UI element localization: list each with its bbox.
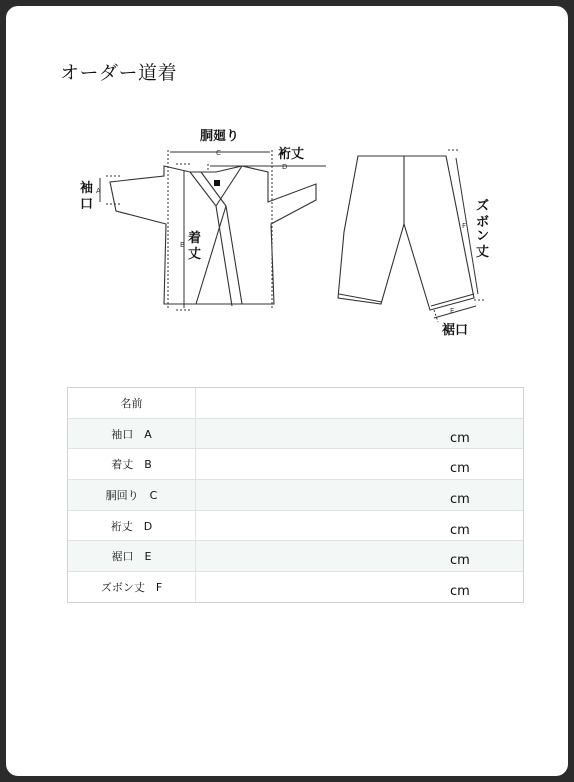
label-zubon-1: ズ [476, 199, 490, 214]
unit-label: cm [450, 584, 470, 600]
name-input[interactable] [196, 388, 523, 418]
row-label: 着丈 B [68, 449, 196, 479]
jacket-length-input[interactable] [196, 449, 523, 479]
jacket-tag [214, 180, 220, 186]
letter-a: A [96, 187, 101, 195]
label-kitake-1: 着 [188, 231, 202, 246]
pants-length-input[interactable] [196, 572, 523, 602]
label-sode-1: 袖 [80, 181, 94, 196]
measurement-table [67, 387, 524, 603]
unit-label: cm [450, 553, 470, 569]
row-label: 裾口 E [68, 541, 196, 571]
label-sode-2: 口 [80, 197, 94, 212]
letter-e: E [450, 307, 455, 315]
table-row [68, 448, 523, 479]
table-row [68, 479, 523, 510]
row-label: 裄丈 D [68, 511, 196, 541]
row-label: 胴回り C [68, 480, 196, 510]
row-label: 名前 [68, 388, 196, 418]
label-zubon-4: 丈 [476, 245, 490, 260]
letter-c: C [216, 149, 221, 157]
unit-label: cm [450, 492, 470, 508]
hem-opening-input[interactable] [196, 541, 523, 571]
label-zubon-3: ン [476, 229, 490, 244]
unit-label: cm [450, 461, 470, 477]
jacket-outline [110, 166, 316, 304]
waist-input[interactable] [196, 480, 523, 510]
table-row [68, 510, 523, 541]
row-label: 袖口 A [68, 419, 196, 449]
page-title: オーダー道着 [60, 62, 178, 84]
label-suso: 裾口 [442, 323, 469, 338]
row-label: ズボン丈 F [68, 572, 196, 602]
label-yuki: 裄丈 [278, 147, 305, 162]
label-dou: 胴廻り [200, 129, 240, 144]
letter-f: F [462, 222, 467, 230]
measurement-diagram [46, 114, 490, 344]
label-zubon-2: ボ [476, 215, 490, 230]
letter-b: B [180, 241, 185, 249]
table-row [68, 418, 523, 449]
table-row [68, 388, 523, 418]
table-row [68, 540, 523, 571]
table-row [68, 571, 523, 602]
letter-d: D [282, 163, 288, 171]
sleeve-opening-input[interactable] [196, 419, 523, 449]
sleeve-length-input[interactable] [196, 511, 523, 541]
unit-label: cm [450, 430, 470, 446]
label-kitake-2: 丈 [188, 247, 202, 262]
letter-labels [96, 149, 466, 315]
pants-outline [338, 156, 474, 310]
unit-label: cm [450, 522, 470, 538]
order-card [6, 6, 568, 776]
